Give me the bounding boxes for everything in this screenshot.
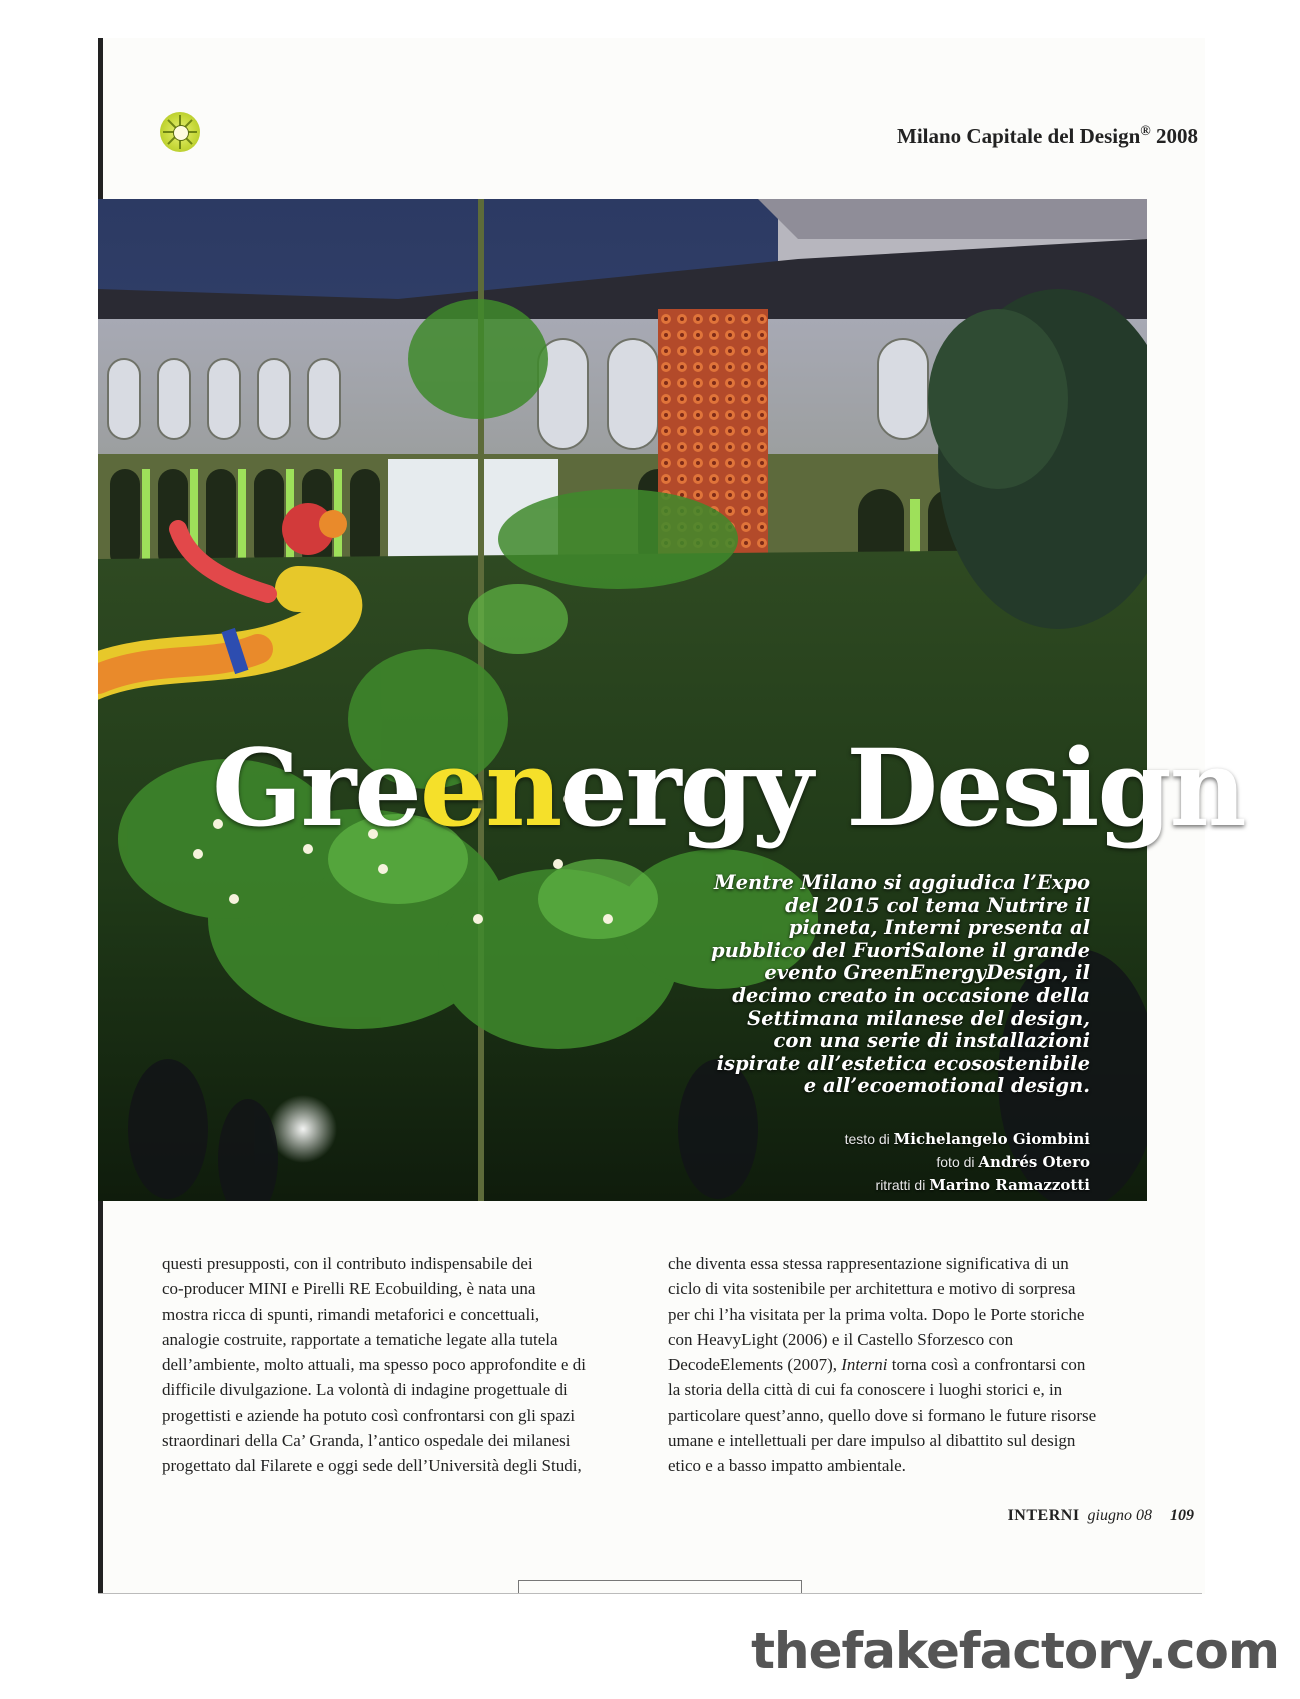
section-year: 2008	[1156, 124, 1198, 148]
body-line: progettisti e aziende ha potuto così confrontarsi con gli spazi	[162, 1405, 576, 1425]
magazine-name-italic: Interni	[841, 1355, 888, 1375]
deck-line: del 2015 col tema Nutrire il	[785, 893, 1090, 917]
body-line: la storia della città di cui fa conoscere i luoghi storici e, in	[668, 1380, 1063, 1400]
issue-date: giugno 08	[1087, 1507, 1152, 1524]
deck-line: Mentre Milano si aggiudica l’Expo	[714, 871, 1090, 894]
article-deck	[630, 872, 1090, 1098]
deck-line: pianeta, Interni presenta al	[788, 916, 1090, 940]
credit-label: testo di	[844, 1131, 894, 1147]
title-accent: en	[419, 725, 561, 850]
credit-row	[845, 1174, 1090, 1197]
credit-row	[845, 1128, 1090, 1151]
deck-line: pubblico del FuoriSalone il grande	[710, 938, 1090, 962]
section-title: Milano Capitale del Design	[897, 124, 1141, 148]
body-line: progettato dal Filarete e oggi sede dell’Università degli Studi,	[162, 1456, 582, 1476]
body-line: etico e a basso impatto ambientale.	[668, 1456, 906, 1476]
body-line: co-producer MINI e Pirelli RE Ecobuilding, è nata una	[162, 1279, 536, 1299]
deck-line: decimo creato in occasione della	[732, 983, 1090, 1007]
body-line: umane e intellettuali per dare impulso al dibattito sul design	[668, 1431, 1076, 1451]
deck-line: evento GreenEnergyDesign, il	[764, 961, 1090, 985]
credit-label: ritratti di	[875, 1177, 930, 1193]
page-bottom-tab	[518, 1580, 802, 1593]
body-column-left	[162, 1251, 632, 1479]
article-title: Greenergy Design	[212, 725, 1245, 850]
deck-line: con una serie di installazioni	[773, 1029, 1090, 1053]
deck-line: e all’ecoemotional design.	[803, 1074, 1090, 1098]
flower-emblem-icon	[160, 112, 200, 152]
credit-name: Michelangelo Giombini	[893, 1130, 1090, 1148]
section-header	[897, 124, 1198, 149]
watermark: thefakefactory.com	[751, 1622, 1279, 1680]
body-column-right	[668, 1251, 1138, 1479]
deck-line: ispirate all’estetica ecosostenibile	[716, 1051, 1090, 1075]
credit-label: foto di	[936, 1154, 979, 1170]
deck-line: Settimana milanese del design,	[747, 1006, 1090, 1030]
credit-name: Marino Ramazzotti	[929, 1176, 1090, 1194]
body-line: dell’ambiente, molto attuali, ma spesso poco approfondite e di	[162, 1355, 586, 1375]
body-line: analogie costruite, rapportate a tematiche legate alla tutela	[162, 1329, 558, 1349]
body-line: difficile divulgazione. La volontà di indagine progettuale di	[162, 1380, 568, 1400]
page-number: 109	[1170, 1507, 1194, 1524]
body-line: questi presupposti, con il contributo indispensabile dei	[162, 1254, 533, 1273]
body-line: DecodeElements (2007), Interni torna così a confrontarsi con	[668, 1355, 1086, 1375]
body-line: mostra ricca di spunti, rimandi metaforici e concettuali,	[162, 1304, 540, 1324]
body-line: per chi l’ha visitata per la prima volta. Dopo le Porte storiche	[668, 1304, 1085, 1324]
registered-mark: ®	[1140, 124, 1151, 139]
body-line: con HeavyLight (2006) e il Castello Sforzesco con	[668, 1329, 1014, 1349]
body-line: ciclo di vita sostenibile per architettura e motivo di sorpresa	[668, 1279, 1076, 1299]
magazine-name: INTERNI	[1007, 1507, 1080, 1524]
credit-name: Andrés Otero	[978, 1153, 1090, 1171]
body-line: che diventa essa stessa rappresentazione significativa di un	[668, 1254, 1069, 1273]
article-credits	[845, 1128, 1090, 1197]
body-column-right-rest	[668, 1377, 1138, 1478]
body-line: straordinari della Ca’ Granda, l’antico ospedale dei milanesi	[162, 1431, 571, 1451]
credit-row	[845, 1151, 1090, 1174]
page-edge-line	[98, 1593, 1202, 1594]
page-folio	[1008, 1507, 1194, 1525]
body-line: particolare quest’anno, quello dove si formano le future risorse	[668, 1405, 1097, 1425]
